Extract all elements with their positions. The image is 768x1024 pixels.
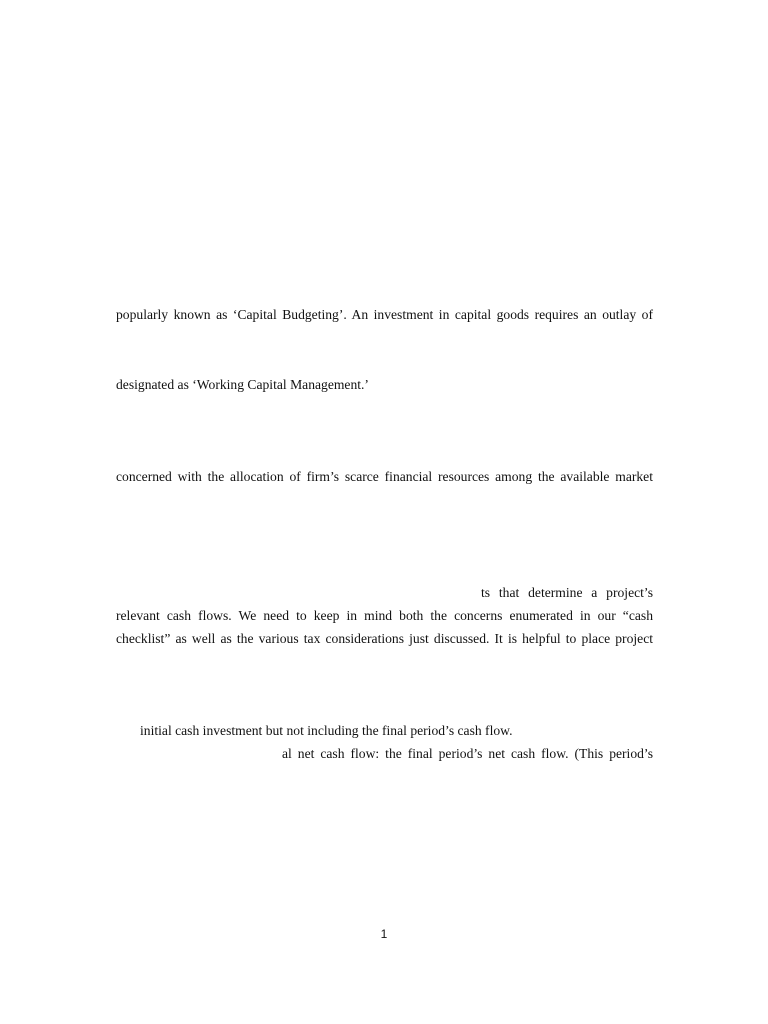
text-line-checklist: checklist” as well as the various tax considerations just discussed. It is helpful to place project xyxy=(116,631,653,646)
text-line-relevant-cash-flows: relevant cash flows. We need to keep in mind both the concerns enumerated in our “cash xyxy=(116,608,653,623)
text-line-allocation: concerned with the allocation of firm’s scarce financial resources among the available market xyxy=(116,469,653,484)
text-line-capital-budgeting: popularly known as ‘Capital Budgeting’. An investment in capital goods requires an outlay of xyxy=(116,307,653,322)
text-line-initial-cash-investment: initial cash investment but not including the final period’s cash flow. xyxy=(140,723,513,738)
text-line-working-capital: designated as ‘Working Capital Management.’ xyxy=(116,377,369,392)
page-number: 1 xyxy=(380,927,388,941)
text-line-final-period-fragment: al net cash flow: the final period’s net cash flow. (This period’s xyxy=(282,746,653,761)
text-line-project-fragment: ts that determine a project’s xyxy=(481,585,653,600)
